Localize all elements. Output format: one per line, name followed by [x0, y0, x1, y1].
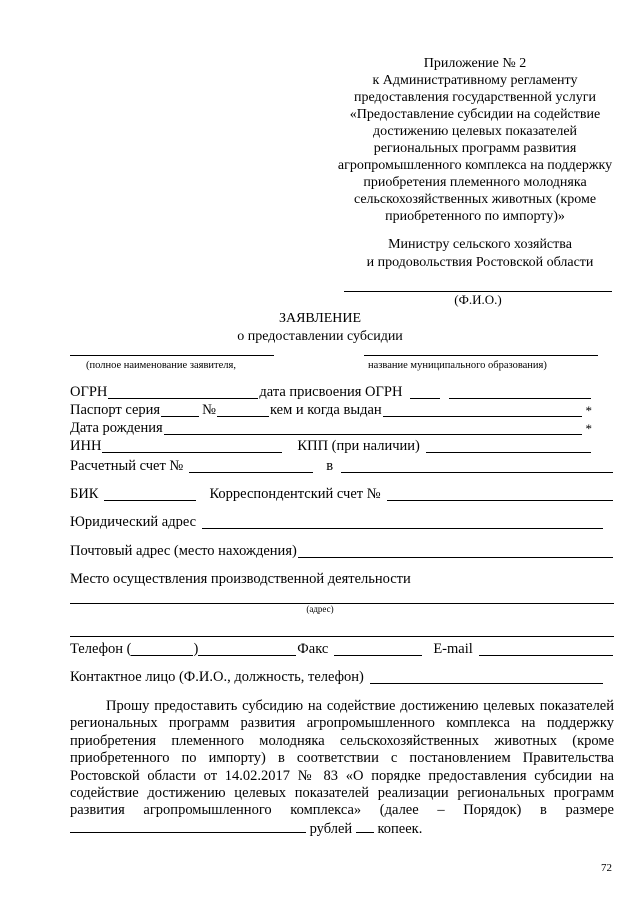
header-line: к Административному регламенту: [372, 73, 578, 88]
fax-label: Факс: [297, 641, 329, 657]
kop-label: копеек.: [377, 820, 423, 837]
bik-row: [70, 486, 614, 503]
addressee-block: [340, 236, 620, 272]
bik-field[interactable]: [104, 487, 196, 501]
header-line: «Предоставление субсидии на содействие: [349, 107, 601, 122]
phone-label: Телефон (: [70, 641, 132, 657]
account-field[interactable]: [189, 459, 313, 473]
applicant-name-field[interactable]: [70, 355, 274, 356]
birth-date-label: Дата рождения: [70, 420, 163, 436]
municipality-caption: название муниципального образования): [368, 360, 547, 371]
addressee-line: Министру сельского хозяйства: [388, 237, 572, 252]
birth-date-row: [70, 420, 592, 437]
ogrn-label: ОГРН: [70, 384, 108, 400]
inn-field[interactable]: [102, 439, 282, 453]
header-line: приобретения племенного молодняка: [363, 175, 587, 190]
ogrn-date-day-field[interactable]: [410, 385, 440, 399]
header-line: достижению целевых показателей: [372, 124, 578, 139]
activity-place-label: Место осуществления производственной деятельности: [70, 571, 411, 587]
phone-field[interactable]: [198, 642, 296, 656]
account-row: [70, 458, 614, 475]
appendix-header: [320, 55, 630, 225]
required-mark: *: [585, 421, 592, 436]
ogrn-row: [70, 384, 592, 401]
header-line: приобретенного по импорту)»: [385, 209, 565, 224]
ogrn-date-field[interactable]: [449, 385, 591, 399]
issued-by-label: кем и когда выдан: [269, 402, 382, 418]
contact-label: Контактное лицо (Ф.И.О., должность, телефон): [70, 669, 364, 685]
inn-row: [70, 438, 592, 455]
fio-caption: (Ф.И.О.): [454, 292, 502, 307]
municipality-field[interactable]: [364, 355, 598, 356]
fax-field[interactable]: [334, 642, 422, 656]
passport-number-label: №: [202, 402, 216, 418]
title-line-1: ЗАЯВЛЕНИЕ: [278, 311, 362, 326]
kpp-field[interactable]: [426, 439, 591, 453]
request-text: Прошу предоставить субсидию на содействие достижению целевых показателей региональных программ развития агропромышленного комплекса на поддержку приобретения племенного молодняка сельскохозяйственных животных (кроме приобретенного по импорту) в соответствии с постановлением Правительства Ростовской области от 14.02.2017 № 83 «О порядке предоставления субсидии на содействие достижению целевых показателей реализации региональных программ развития агропромышленного комплекса» (далее – Порядок) в размере: [70, 698, 614, 819]
postal-address-field[interactable]: [298, 544, 613, 558]
bank-field[interactable]: [341, 459, 613, 473]
header-line: Приложение № 2: [423, 56, 527, 71]
header-line: региональных программ развития: [373, 141, 577, 156]
email-label: E-mail: [433, 641, 473, 657]
address-caption: (адрес): [306, 604, 334, 614]
kpp-label: КПП (при наличии): [297, 438, 420, 454]
legal-address-field[interactable]: [202, 515, 603, 529]
ogrn-field[interactable]: [108, 385, 258, 399]
passport-number-field[interactable]: [217, 403, 269, 417]
birth-date-field[interactable]: [164, 421, 582, 435]
legal-address-row: [70, 514, 604, 531]
phone-code-field[interactable]: [131, 642, 193, 656]
bank-label: в: [326, 458, 334, 474]
header-line: предоставления государственной услуги: [354, 90, 596, 105]
postal-address-row: [70, 543, 614, 560]
document-title: [0, 310, 640, 346]
rub-label: рублей: [309, 820, 353, 837]
inn-label: ИНН: [70, 438, 102, 454]
legal-address-label: Юридический адрес: [70, 514, 197, 530]
title-line-2: о предоставлении субсидии: [237, 329, 403, 344]
header-line: сельскохозяйственных животных (кроме: [353, 192, 597, 207]
applicant-name-caption: (полное наименование заявителя,: [86, 360, 236, 371]
page-number: 72: [601, 862, 612, 874]
contact-row: [70, 669, 604, 686]
phone-close: ): [193, 641, 199, 657]
amount-kop-field[interactable]: [356, 820, 374, 833]
passport-series-field[interactable]: [161, 403, 199, 417]
activity-place-row: [70, 571, 614, 588]
addressee-line: и продовольствия Ростовской области: [366, 255, 594, 270]
bik-label: БИК: [70, 486, 99, 502]
activity-address-field-2[interactable]: [70, 636, 614, 637]
corr-account-label: Корреспондентский счет №: [209, 486, 381, 502]
corr-account-field[interactable]: [387, 487, 613, 501]
postal-address-label: Почтовый адрес (место нахождения): [70, 543, 297, 559]
amount-rub-field[interactable]: [70, 820, 306, 833]
passport-row: [70, 402, 592, 419]
issued-by-field[interactable]: [383, 403, 582, 417]
email-field[interactable]: [479, 642, 613, 656]
account-label: Расчетный счет №: [70, 458, 184, 474]
header-line: агропромышленного комплекса на поддержку: [337, 158, 613, 173]
request-paragraph: [70, 698, 614, 838]
ogrn-date-label: дата присвоения ОГРН: [259, 384, 403, 400]
passport-series-label: Паспорт серия: [70, 402, 161, 418]
contact-field[interactable]: [370, 670, 603, 684]
phone-row: [70, 641, 614, 658]
required-mark: *: [585, 403, 592, 418]
